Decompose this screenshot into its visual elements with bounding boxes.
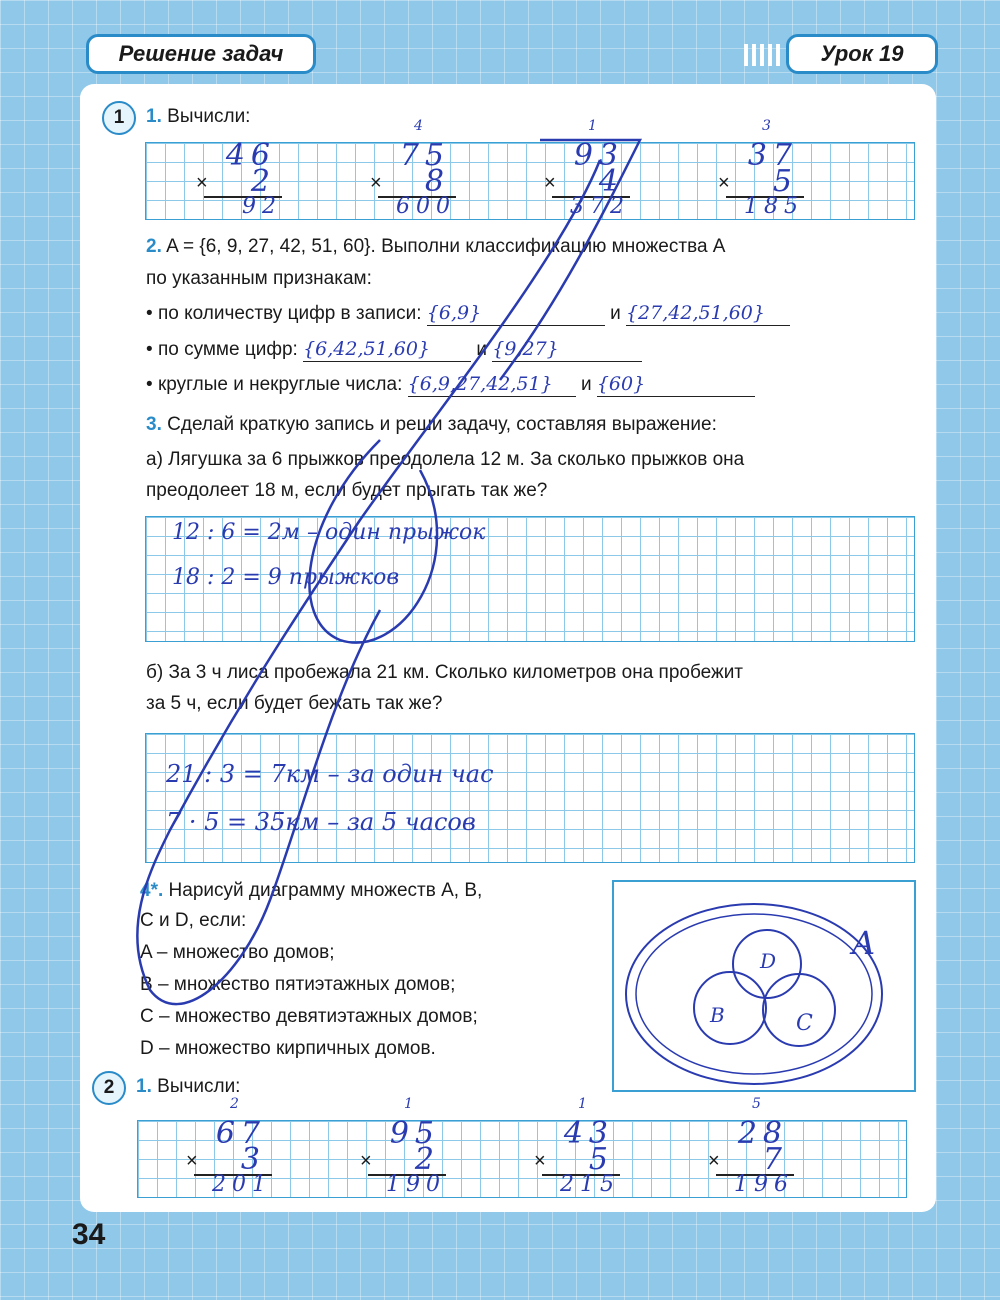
task-1-1-label — [146, 106, 250, 128]
and-word: и — [476, 339, 487, 360]
multiplier: 3 — [240, 1142, 266, 1177]
carry-digit: 1 — [588, 118, 597, 134]
work-3b-line1: 21 : 3 = 7км – за один час — [166, 760, 494, 788]
set-b-circle — [694, 972, 766, 1044]
multiplier: 2 — [250, 164, 276, 199]
bullet-round: • круглые и некруглые числа: {6,9,27,42,51} и {60} — [146, 373, 755, 397]
task-1-2-line1 — [146, 236, 725, 258]
product-result: 190 — [386, 1172, 446, 1197]
multiplication-problem — [718, 118, 808, 220]
work-grid-3b — [145, 733, 915, 863]
multiplication-problem — [708, 1096, 798, 1198]
multiplier: 7 — [762, 1142, 788, 1177]
label-d: D — [760, 949, 777, 973]
multiplier: 5 — [588, 1142, 614, 1177]
label-c: C — [796, 1011, 813, 1036]
header-stripes — [744, 44, 780, 66]
task-1-2-line2: по указанным признакам: — [146, 268, 372, 289]
answer-1: {6,42,51,60} — [303, 338, 431, 360]
times-sign: × — [196, 172, 208, 194]
section-number-2: 2 — [92, 1071, 126, 1105]
multiplier: 5 — [772, 164, 798, 199]
multiplicand: 93 — [573, 138, 624, 173]
bullet-text: круглые и некруглые числа: — [157, 374, 403, 395]
multiplication-problem — [534, 1096, 624, 1198]
product-result: 372 — [570, 194, 630, 219]
multiplication-problem — [370, 118, 460, 220]
task-4-line: D – множество кирпичных домов. — [140, 1038, 436, 1059]
times-sign: × — [534, 1150, 546, 1172]
product-result: 201 — [212, 1172, 272, 1197]
task-2-1-label — [136, 1076, 240, 1098]
times-sign: × — [718, 172, 730, 194]
task-4-line: A – множество домов; — [140, 942, 335, 963]
work-3a-line1: 12 : 6 = 2м – один прыжок — [172, 520, 486, 545]
answer-1: {6,9} — [426, 302, 482, 324]
multiplicand: 95 — [389, 1116, 440, 1151]
carry-digit: 4 — [414, 118, 423, 134]
task-4-line: B – множество пятиэтажных домов; — [140, 974, 456, 995]
times-sign: × — [708, 1150, 720, 1172]
task-1-4-line1 — [140, 880, 482, 902]
task-text: Вычисли: — [167, 106, 251, 127]
answer-2: {27,42,51,60} — [625, 302, 765, 324]
product-result: 600 — [396, 194, 456, 219]
multiplier: 8 — [424, 164, 450, 199]
page-number: 34 — [72, 1218, 106, 1251]
carry-digit: 3 — [762, 118, 771, 134]
multiplier: 4 — [598, 164, 624, 199]
multiplicand: 37 — [747, 138, 798, 173]
carry-digit: 1 — [404, 1096, 413, 1112]
task-text: A = {6, 9, 27, 42, 51, 60}. Выполни классификацию множества A — [166, 236, 726, 257]
multiplication-problem — [360, 1096, 450, 1198]
and-word: и — [580, 374, 592, 395]
multiplicand: 75 — [399, 138, 450, 173]
task-3b-line2: за 5 ч, если будет бежать так же? — [146, 693, 443, 714]
task-number: 1. — [146, 106, 162, 127]
set-a-circle — [626, 904, 882, 1084]
topic-header: Решение задач — [86, 34, 316, 74]
set-a-inner-circle — [636, 914, 872, 1074]
multiplicand: 43 — [563, 1116, 614, 1151]
bullet-digit-sum: • по сумме цифр: {6,42,51,60} и {9,27} — [146, 338, 642, 362]
section-number-1: 1 — [102, 101, 136, 135]
times-sign: × — [186, 1150, 198, 1172]
carry-digit: 5 — [752, 1096, 761, 1112]
multiplication-problem — [544, 118, 634, 220]
multiplication-problem — [186, 1096, 276, 1198]
bullet-text: по сумме цифр: — [157, 339, 298, 360]
lesson-header: Урок 19 — [786, 34, 938, 74]
product-result: 92 — [242, 194, 282, 219]
times-sign: × — [360, 1150, 372, 1172]
work-3b-line2: 7 · 5 = 35км – за 5 часов — [166, 808, 476, 836]
carry-digit: 2 — [230, 1096, 239, 1112]
task-text: Нарисуй диаграмму множеств A, B, — [168, 880, 483, 901]
label-a: A — [852, 924, 876, 962]
answer-2: {9,27} — [492, 338, 559, 360]
multiplicand: 67 — [215, 1116, 266, 1151]
product-result: 185 — [744, 194, 804, 219]
product-result: 215 — [560, 1172, 620, 1197]
product-result: 196 — [734, 1172, 794, 1197]
task-3b-line1: б) За 3 ч лиса пробежала 21 км. Сколько километров она пробежит — [146, 662, 744, 683]
times-sign: × — [544, 172, 556, 194]
venn-diagram — [614, 882, 914, 1090]
task-4-line: C и D, если: — [140, 910, 247, 931]
work-3a-line2: 18 : 2 = 9 прыжков — [172, 565, 400, 590]
task-number: 3. — [146, 414, 162, 435]
bullet-digits: • по количеству цифр в записи: {6,9} и {27,42,51,60} — [146, 302, 790, 326]
task-text: Сделай краткую запись и реши задачу, составляя выражение: — [167, 414, 717, 435]
bullet-text: по количеству цифр в записи: — [157, 303, 422, 324]
label-b: B — [710, 1003, 725, 1027]
answer-2: {60} — [596, 373, 646, 395]
answer-1: {6,9,27,42,51} — [407, 373, 553, 395]
multiplier: 2 — [414, 1142, 440, 1177]
task-3a-line2: преодолеет 18 м, если будет прыгать так же? — [146, 480, 548, 501]
task-number: 4*. — [140, 880, 164, 901]
task-text: Вычисли: — [157, 1076, 241, 1097]
multiplication-problem — [196, 138, 286, 220]
task-4-line: C – множество девятиэтажных домов; — [140, 1006, 478, 1027]
carry-digit: 1 — [578, 1096, 587, 1112]
multiplicand: 28 — [737, 1116, 788, 1151]
multiplicand: 46 — [225, 138, 276, 173]
and-word: и — [610, 303, 621, 324]
task-number: 2. — [146, 236, 162, 257]
task-1-3-heading — [146, 414, 717, 436]
times-sign: × — [370, 172, 382, 194]
task-3a-line1: а) Лягушка за 6 прыжков преодолела 12 м. За сколько прыжков она — [146, 449, 745, 470]
venn-diagram-box — [612, 880, 916, 1092]
task-number: 1. — [136, 1076, 152, 1097]
